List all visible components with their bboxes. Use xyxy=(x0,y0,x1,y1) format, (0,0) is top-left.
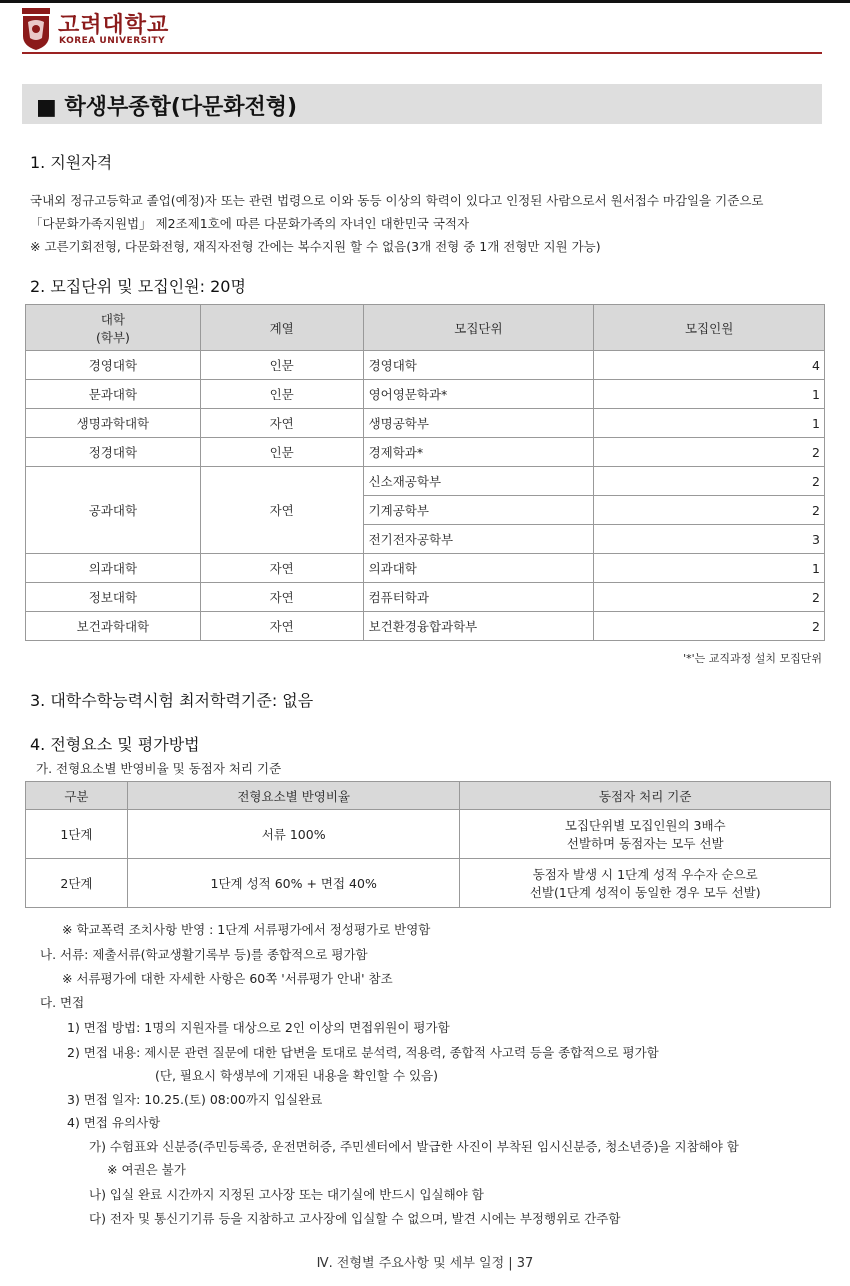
college-cell: 정경대학 xyxy=(26,438,201,467)
count-cell: 2 xyxy=(594,438,825,467)
unit-cell: 생명공학부 xyxy=(363,409,594,438)
university-emblem-icon xyxy=(22,8,50,50)
count-cell: 1 xyxy=(594,380,825,409)
interview-precautions: 4) 면접 유의사항 xyxy=(67,1115,161,1130)
logo-english-text: KOREA UNIVERSITY xyxy=(59,36,166,46)
ratio-cell: 1단계 성적 60% + 면접 40% xyxy=(127,859,460,908)
count-cell: 4 xyxy=(594,351,825,380)
count-cell: 1 xyxy=(594,409,825,438)
college-cell: 경영대학 xyxy=(26,351,201,380)
school-violence-note: ※ 학교폭력 조치사항 반영 : 1단계 서류평가에서 정성평가로 반영함 xyxy=(62,922,431,937)
documents-note: ※ 서류평가에 대한 자세한 사항은 60쪽 '서류평가 안내' 참조 xyxy=(62,971,393,986)
interview-subheading: 다. 면접 xyxy=(40,995,85,1010)
tie-cell xyxy=(460,859,831,908)
count-cell: 2 xyxy=(594,583,825,612)
header-stage: 구분 xyxy=(26,782,128,810)
section-title: ■ 학생부종합(다문화전형) xyxy=(36,95,298,120)
unit-cell: 의과대학 xyxy=(363,554,594,583)
table-row xyxy=(26,409,825,438)
eligibility-heading: 1. 지원자격 xyxy=(30,153,113,172)
field-cell: 인문 xyxy=(200,438,363,467)
unit-cell: 경제학과* xyxy=(363,438,594,467)
field-cell: 자연 xyxy=(200,554,363,583)
count-cell: 2 xyxy=(594,467,825,496)
section-title-bar xyxy=(22,84,822,124)
field-cell: 인문 xyxy=(200,351,363,380)
count-cell: 2 xyxy=(594,612,825,641)
interview-content: 2) 면접 내용: 제시문 관련 질문에 대한 답변을 토대로 분석력, 적용력, 종합적 사고력 등을 종합적으로 평가함 xyxy=(67,1045,659,1060)
unit-cell: 영어영문학과* xyxy=(363,380,594,409)
college-cell: 공과대학 xyxy=(26,467,201,554)
eligibility-line-2: 「다문화가족지원법」 제2조제1호에 따른 다문화가족의 자녀인 대한민국 국적자 xyxy=(30,216,470,231)
eligibility-line-1: 국내외 정규고등학교 졸업(예정)자 또는 관련 법령으로 이와 동등 이상의 학력이 있다고 인정된 사람으로서 원서접수 마감일을 기준으로 xyxy=(30,193,764,208)
tie-line-2: 선발(1단계 성적이 동일한 경우 모두 선발) xyxy=(529,885,761,900)
page-footer: Ⅳ. 전형별 주요사항 및 세부 일정 | 37 xyxy=(316,1256,534,1271)
unit-cell: 전기전자공학부 xyxy=(363,525,594,554)
unit-cell: 기계공학부 xyxy=(363,496,594,525)
header-divider xyxy=(22,52,822,54)
tie-line-2: 선발하며 동점자는 모두 선발 xyxy=(566,836,724,851)
quota-table xyxy=(25,304,825,641)
university-header xyxy=(22,8,822,54)
header-ratio: 전형요소별 반영비율 xyxy=(127,782,460,810)
count-cell: 1 xyxy=(594,554,825,583)
unit-cell: 신소재공학부 xyxy=(363,467,594,496)
evaluation-heading: 4. 전형요소 및 평가방법 xyxy=(30,735,200,754)
top-border xyxy=(0,0,850,3)
unit-cell: 보건환경융합과학부 xyxy=(363,612,594,641)
college-cell: 생명과학대학 xyxy=(26,409,201,438)
unit-cell: 컴퓨터학과 xyxy=(363,583,594,612)
header-college xyxy=(26,305,201,351)
table-header-row xyxy=(26,305,825,351)
tie-line-1: 모집단위별 모집인원의 3배수 xyxy=(564,818,726,833)
college-cell: 정보대학 xyxy=(26,583,201,612)
tie-cell xyxy=(460,810,831,859)
ratio-cell: 서류 100% xyxy=(127,810,460,859)
header-tie: 동점자 처리 기준 xyxy=(460,782,831,810)
header-college-line2: (학부) xyxy=(95,329,130,345)
table-row xyxy=(26,810,831,859)
precaution-passport-note: ※ 여권은 불가 xyxy=(107,1162,186,1177)
teaching-course-note: '*'는 교직과정 설치 모집단위 xyxy=(683,652,822,665)
table-row xyxy=(26,467,825,496)
table-header-row xyxy=(26,782,831,810)
ratio-table xyxy=(25,781,831,908)
interview-content-note: (단, 필요시 학생부에 기재된 내용을 확인할 수 있음) xyxy=(155,1068,439,1083)
precaution-arrival: 나) 입실 완료 시간까지 지정된 고사장 또는 대기실에 반드시 입실해야 함 xyxy=(89,1187,484,1202)
table-row xyxy=(26,351,825,380)
college-cell: 의과대학 xyxy=(26,554,201,583)
quota-heading: 2. 모집단위 및 모집인원: 20명 xyxy=(30,277,246,296)
count-cell: 3 xyxy=(594,525,825,554)
table-row xyxy=(26,438,825,467)
unit-cell: 경영대학 xyxy=(363,351,594,380)
ratio-subheading: 가. 전형요소별 반영비율 및 동점자 처리 기준 xyxy=(36,761,282,776)
stage-cell: 2단계 xyxy=(26,859,128,908)
header-field: 계열 xyxy=(200,305,363,351)
table-row xyxy=(26,583,825,612)
table-row xyxy=(26,380,825,409)
count-cell: 2 xyxy=(594,496,825,525)
interview-date: 3) 면접 일자: 10.25.(토) 08:00까지 입실완료 xyxy=(67,1092,323,1107)
documents-subheading: 나. 서류: 제출서류(학교생활기록부 등)를 종합적으로 평가함 xyxy=(40,947,368,962)
college-cell: 보건과학대학 xyxy=(26,612,201,641)
stage-cell: 1단계 xyxy=(26,810,128,859)
table-row xyxy=(26,859,831,908)
field-cell: 자연 xyxy=(200,612,363,641)
header-unit: 모집단위 xyxy=(363,305,594,351)
field-cell: 자연 xyxy=(200,409,363,438)
precaution-devices: 다) 전자 및 통신기기류 등을 지참하고 고사장에 입실할 수 없으며, 발견 시에는 부정행위로 간주함 xyxy=(89,1211,621,1226)
csat-heading: 3. 대학수학능력시험 최저학력기준: 없음 xyxy=(30,691,314,710)
field-cell: 자연 xyxy=(200,467,363,554)
interview-method: 1) 면접 방법: 1명의 지원자를 대상으로 2인 이상의 면접위원이 평가함 xyxy=(67,1020,450,1035)
header-count: 모집인원 xyxy=(594,305,825,351)
precaution-id: 가) 수험표와 신분증(주민등록증, 운전면허증, 주민센터에서 발급한 사진이 부착된 임시신분증, 청소년증)을 지참해야 함 xyxy=(89,1139,739,1154)
field-cell: 자연 xyxy=(200,583,363,612)
logo-korean-text: 고려대학교 xyxy=(58,13,170,38)
field-cell: 인문 xyxy=(200,380,363,409)
tie-line-1: 동점자 발생 시 1단계 성적 우수자 순으로 xyxy=(532,867,758,882)
table-row xyxy=(26,612,825,641)
table-row xyxy=(26,554,825,583)
header-college-line1: 대학 xyxy=(100,311,125,327)
college-cell: 문과대학 xyxy=(26,380,201,409)
eligibility-note: ※ 고른기회전형, 다문화전형, 재직자전형 간에는 복수지원 할 수 없음(3개 전형 중 1개 전형만 지원 가능) xyxy=(30,239,601,254)
